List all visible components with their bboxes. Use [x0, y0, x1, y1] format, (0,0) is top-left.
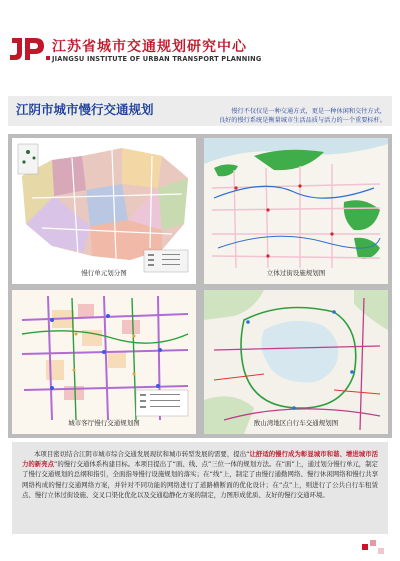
caption-units: 慢行单元划分图	[81, 269, 127, 277]
map-panel-units	[12, 138, 196, 284]
city-center-map-image	[12, 290, 196, 434]
overpass-map-image	[204, 138, 388, 284]
institute-logo	[8, 36, 52, 62]
caption-city-center: 城市客厅慢行交通规划图	[68, 419, 140, 427]
description-highlight: 让舒适的慢行成为彰显城市和谐、增进城市活力的新亮点	[22, 450, 378, 469]
map-panel-overpass	[204, 138, 388, 284]
org-name-cn: 江苏省城市交通规划研究中心	[52, 39, 247, 55]
map-panel-bicycle	[204, 290, 388, 434]
subtitle-line-2: 良好的慢行系统是衡量城市生活品质与活力的一个重要标杆。	[218, 117, 386, 124]
caption-overpass: 立体过街设施规划图	[266, 269, 326, 277]
units-map-image	[12, 138, 196, 284]
page-subtitle	[196, 107, 386, 125]
org-name-en: JIANGSU INSTITUTE OF URBAN TRANSPORT PLANNING	[52, 55, 262, 63]
description-part-2: ”的慢行交通体系构建目标。本项目提出了“面、线、点”三位一体的规划方法。在“面”上，通过划分慢行单元，制定了慢行交通规划的总纲和指引，全面指导慢行设施规划的落实；在“线”上，制定了由慢行通勤网络、慢行休闲网络和慢行共享网络构成的慢行交通网络方案，并针对不同功能的网络进行了道路横断面的优化设计；在“点”上，则进行了公共自行车租赁点、慢行立体过街设施、交叉口渠化优化以及交通稳静化方案的制定，力图形成优质、友好的慢行交通环境。	[22, 460, 379, 499]
header	[0, 0, 400, 82]
subtitle-line-1: 慢行不仅仅是一种交通方式，更是一种休闲和交往方式，	[231, 108, 386, 115]
map-panel-city-center	[12, 290, 196, 434]
caption-bicycle: 敔山湾地区自行车交通规划图	[253, 419, 339, 427]
description-text	[22, 449, 378, 500]
bicycle-map-image	[204, 290, 388, 434]
page-title: 江阴市城市慢行交通规划	[16, 102, 154, 117]
corner-decoration	[362, 540, 388, 556]
description-part-1: 本项目密切结合江阴市城市综合交通发展现状和城市转型发展的需要，提出“	[34, 450, 250, 458]
